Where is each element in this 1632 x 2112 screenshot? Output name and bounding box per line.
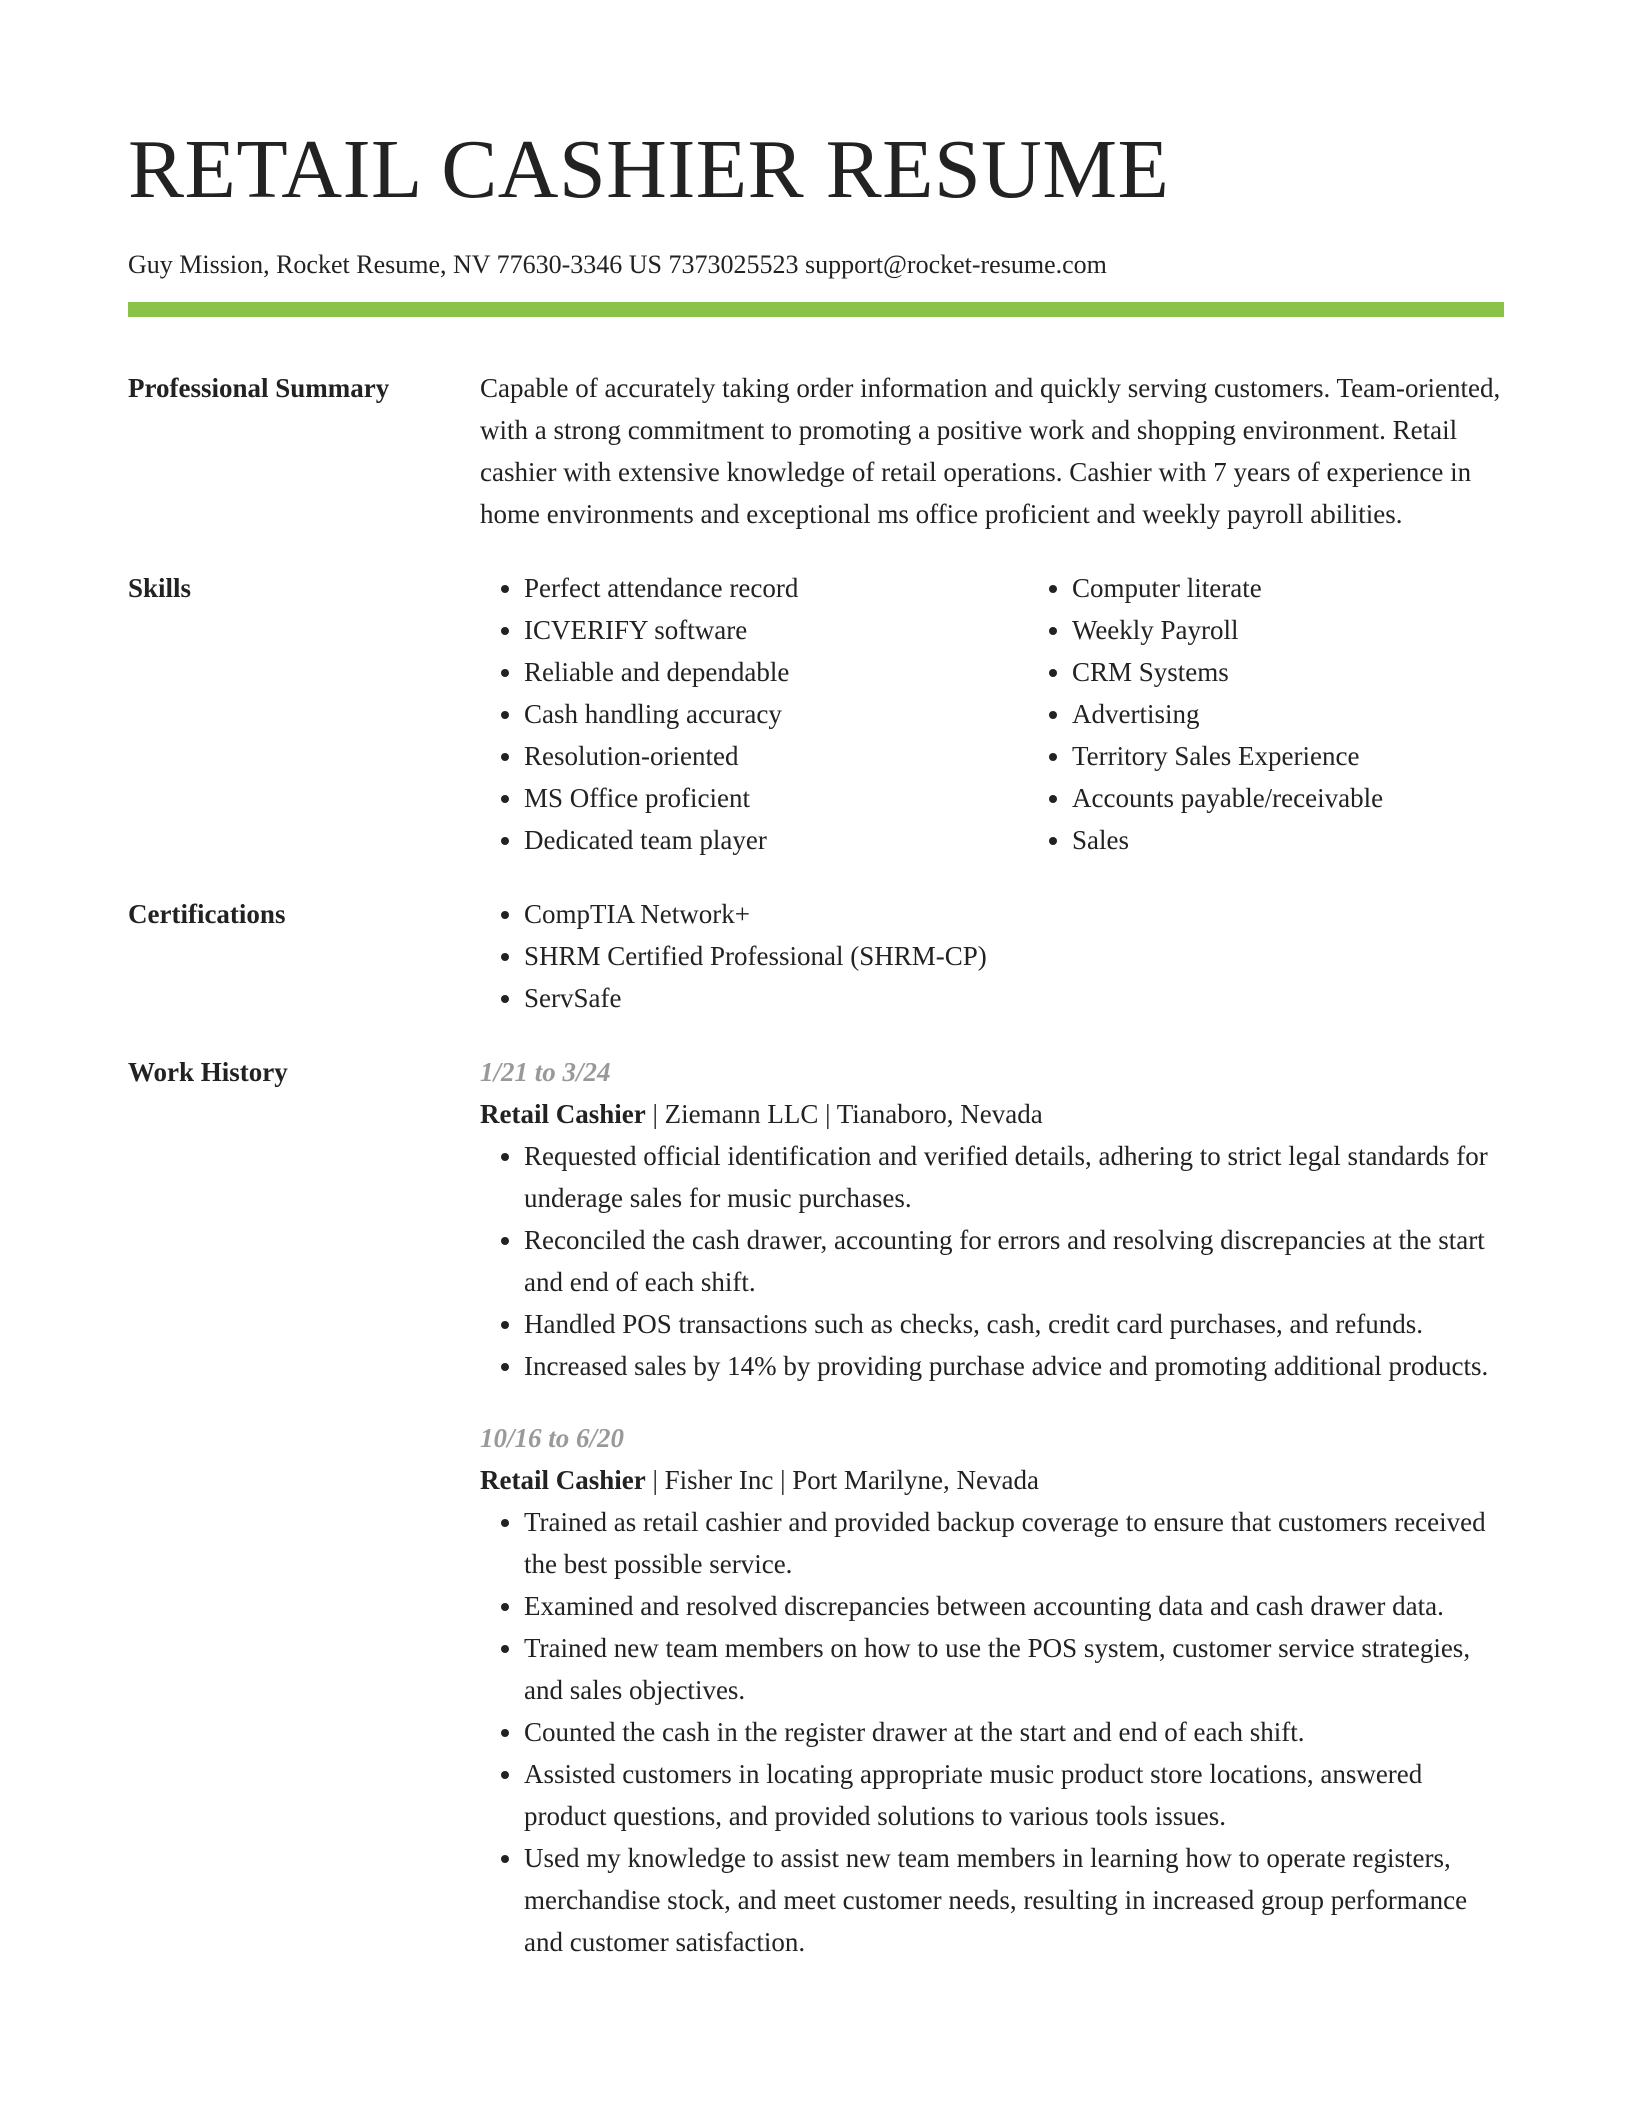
summary-label: Professional Summary (128, 373, 390, 403)
job-title: Retail Cashier (480, 1099, 646, 1129)
skill-item: • Reliable and dependable (524, 651, 1028, 693)
job-bullet: • Examined and resolved discrepancies between accounting data and cash drawer data. (524, 1585, 1504, 1627)
certifications-body (480, 893, 1504, 1019)
skills-list-right (1028, 567, 1576, 861)
skill-item: • Cash handling accuracy (524, 693, 1028, 735)
certifications-list (480, 893, 1504, 1019)
work-history-body (480, 1051, 1504, 1963)
job-details: | Fisher Inc | Port Marilyne, Nevada (645, 1465, 1039, 1495)
job-heading (480, 1093, 1504, 1135)
skill-item: • Sales (1072, 819, 1576, 861)
job-bullet: • Reconciled the cash drawer, accounting for errors and resolving discrepancies at the start and end of each shift. (524, 1219, 1504, 1303)
skill-item: • CRM Systems (1072, 651, 1576, 693)
skill-item: • Weekly Payroll (1072, 609, 1576, 651)
job-bullet: • Counted the cash in the register drawer at the start and end of each shift. (524, 1711, 1504, 1753)
accent-divider (128, 302, 1504, 317)
skill-item: • Dedicated team player (524, 819, 1028, 861)
skill-item: • Perfect attendance record (524, 567, 1028, 609)
certification-item: • SHRM Certified Professional (SHRM-CP) (524, 935, 1504, 977)
job-bullet: • Assisted customers in locating appropriate music product store locations, answered product questions, and provided solutions to various tools issues. (524, 1753, 1504, 1837)
skill-item: • ICVERIFY software (524, 609, 1028, 651)
job-bullets (480, 1135, 1504, 1387)
summary-section (128, 367, 1504, 535)
job-bullets (480, 1501, 1504, 1963)
job-dates: 10/16 to 6/20 (480, 1423, 625, 1453)
contact-line: Guy Mission, Rocket Resume, NV 77630-3346 US 7373025523 support@rocket-resume.com (128, 250, 1107, 279)
resume-title: RETAIL CASHIER RESUME (128, 123, 1170, 216)
skills-list-left (480, 567, 1028, 861)
certifications-section (128, 893, 1504, 1019)
work-history-label: Work History (128, 1057, 288, 1087)
summary-text: Capable of accurately taking order information and quickly serving customers. Team-oriented, with a strong commitment to promoting a positive work and shopping environment. Retail cashier with extensive knowledge of retail operations. Cashier with 7 years of experience in home environments and exceptional ms office proficient and weekly payroll abilities. (480, 373, 1501, 529)
skill-item: • Computer literate (1072, 567, 1576, 609)
skill-item: • Territory Sales Experience (1072, 735, 1576, 777)
job-bullet: • Trained as retail cashier and provided backup coverage to ensure that customers received the best possible service. (524, 1501, 1504, 1585)
job-bullet: • Requested official identification and verified details, adhering to strict legal standards for underage sales for music purchases. (524, 1135, 1504, 1219)
job-title: Retail Cashier (480, 1465, 646, 1495)
certification-item: • CompTIA Network+ (524, 893, 1504, 935)
job-bullet: • Handled POS transactions such as checks, cash, credit card purchases, and refunds. (524, 1303, 1504, 1345)
job-bullet: • Trained new team members on how to use the POS system, customer service strategies, and sales objectives. (524, 1627, 1504, 1711)
job-dates: 1/21 to 3/24 (480, 1057, 611, 1087)
skill-item: • Advertising (1072, 693, 1576, 735)
skill-item: • MS Office proficient (524, 777, 1028, 819)
skill-item: • Resolution-oriented (524, 735, 1028, 777)
resume-page (128, 0, 1504, 1963)
job-heading (480, 1459, 1504, 1501)
job-spacer (480, 1387, 1504, 1417)
certifications-label: Certifications (128, 899, 286, 929)
work-history-section (128, 1051, 1504, 1963)
skill-item: • Accounts payable/receivable (1072, 777, 1576, 819)
skills-columns (480, 567, 1576, 861)
job-entry (480, 1051, 1504, 1387)
job-bullet: • Increased sales by 14% by providing purchase advice and promoting additional products. (524, 1345, 1504, 1387)
job-details: | Ziemann LLC | Tianaboro, Nevada (645, 1099, 1043, 1129)
skills-label: Skills (128, 573, 192, 603)
job-bullet: • Used my knowledge to assist new team members in learning how to operate registers, merchandise stock, and meet customer needs, resulting in increased group performance and customer satisfaction. (524, 1837, 1504, 1963)
job-entry (480, 1417, 1504, 1963)
certification-item: • ServSafe (524, 977, 1504, 1019)
skills-section (128, 567, 1504, 861)
